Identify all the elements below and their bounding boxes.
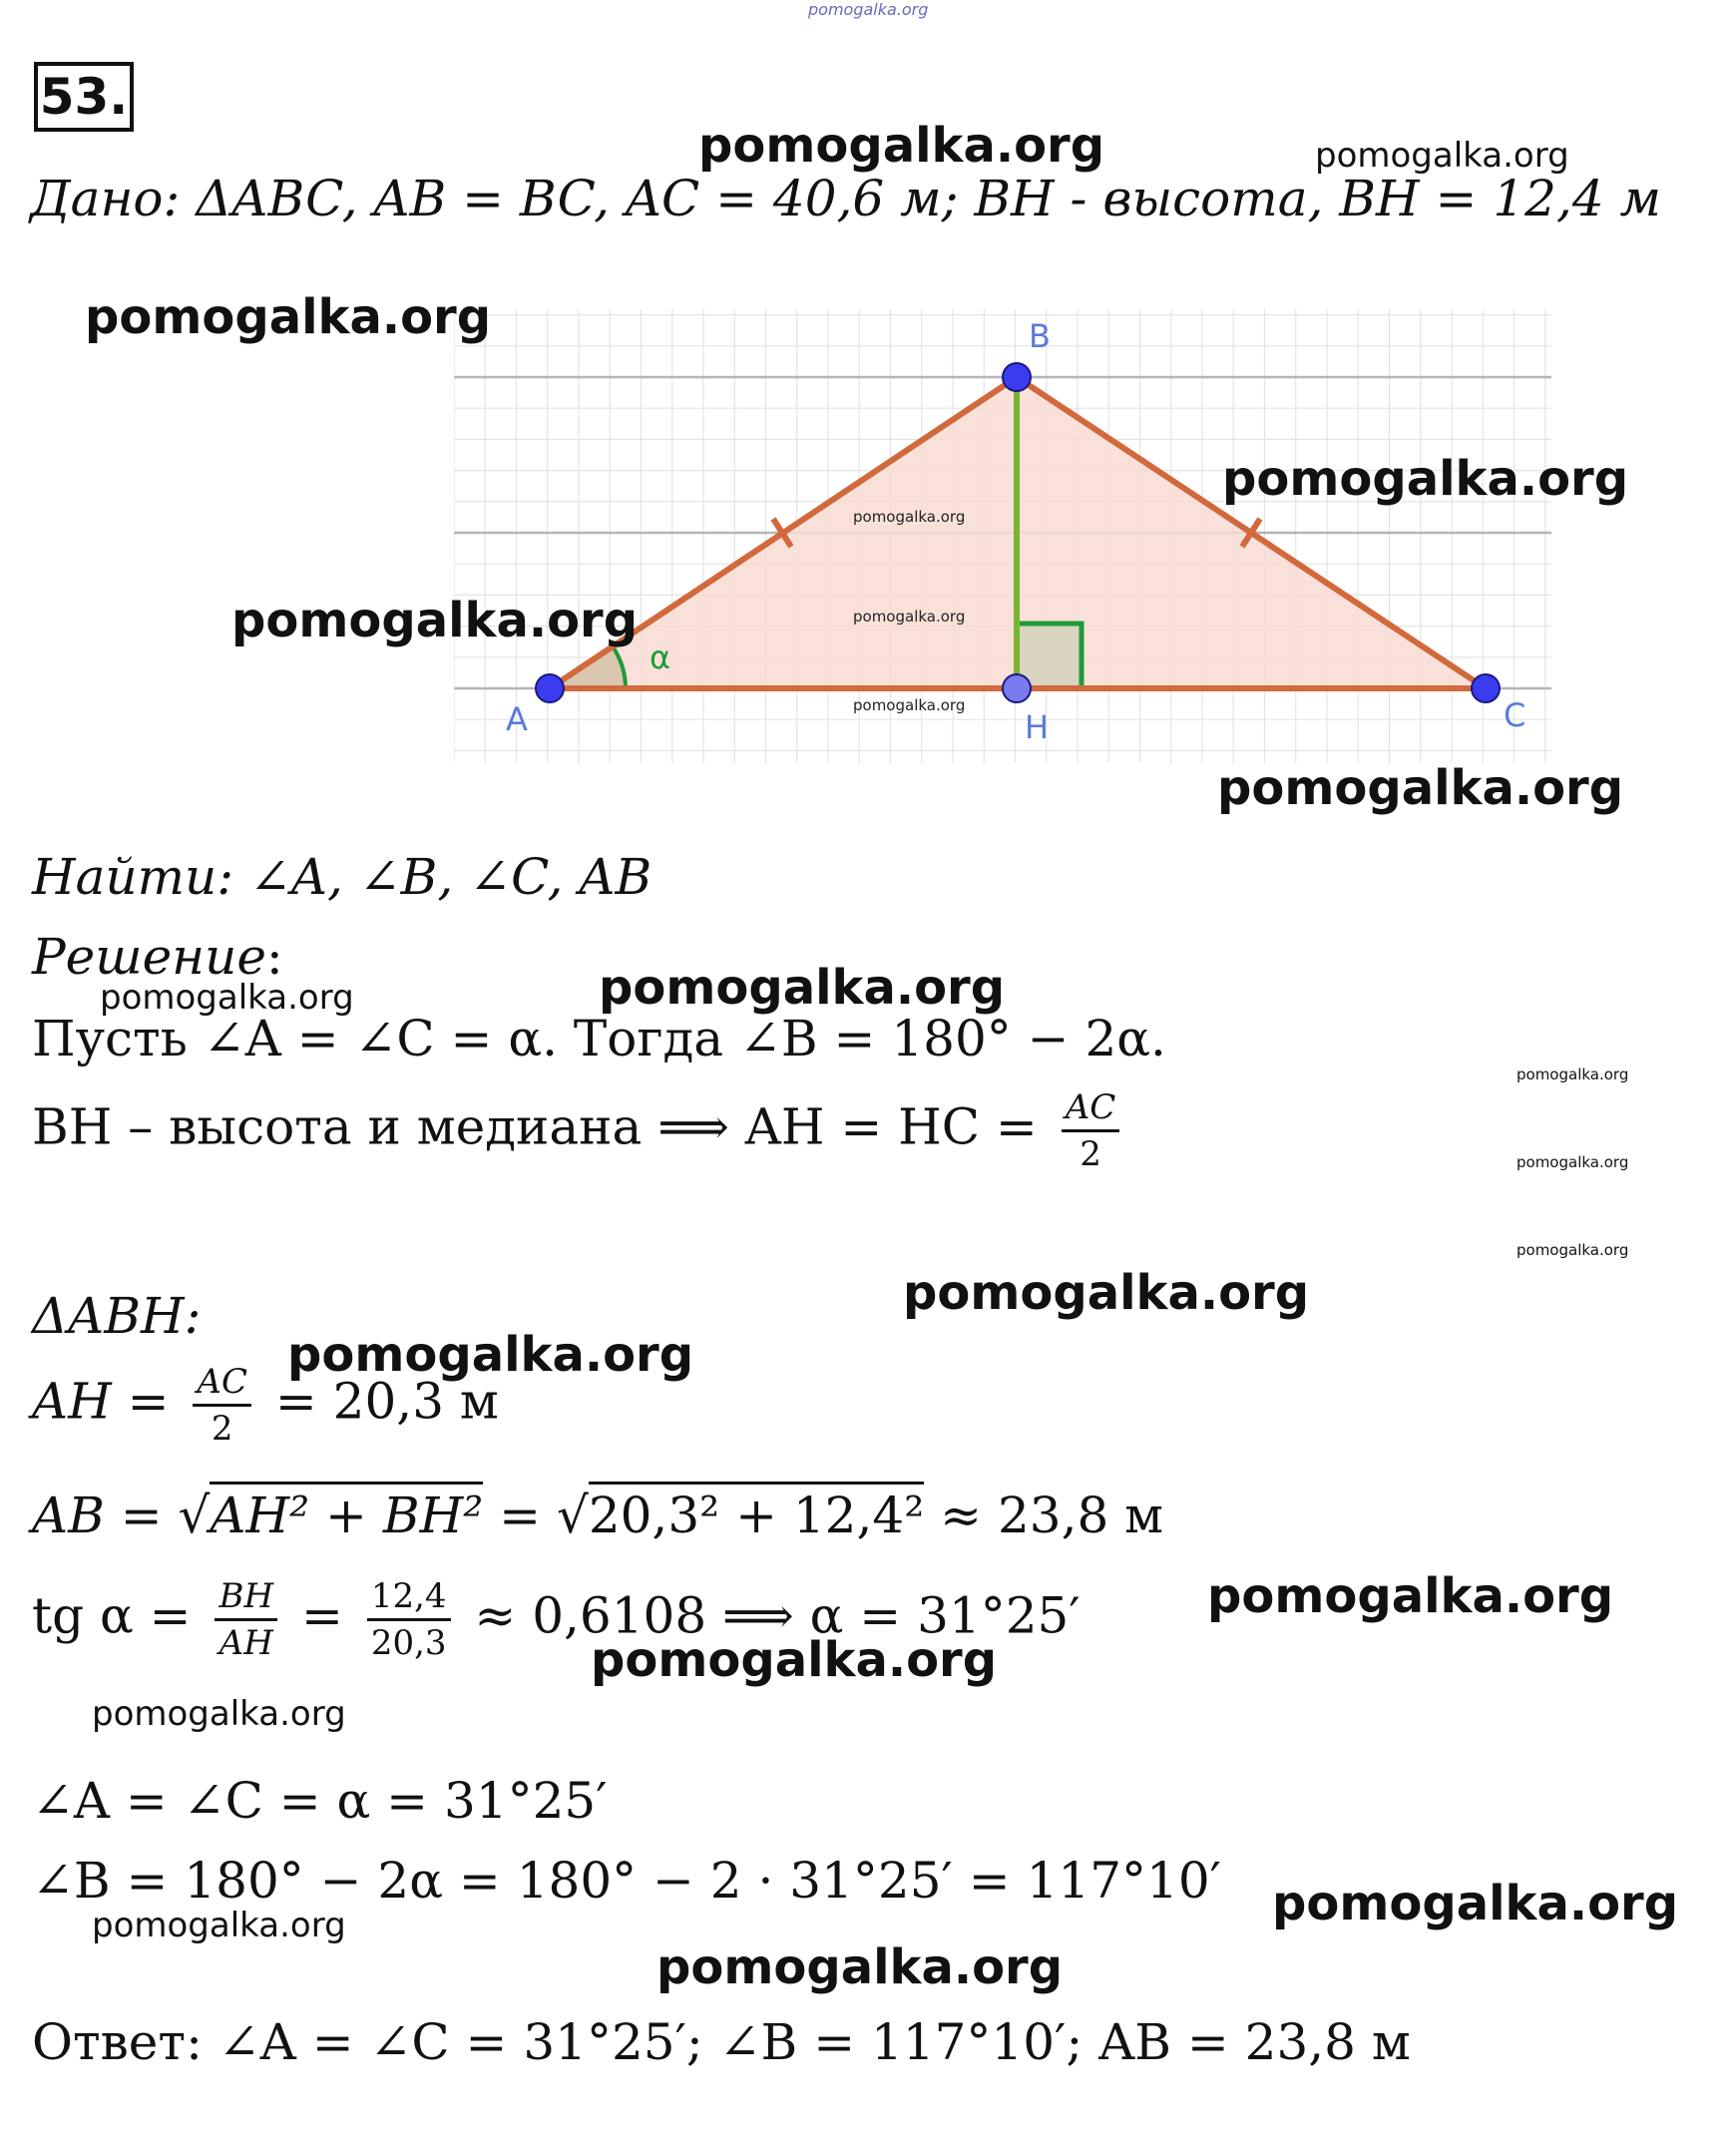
answer-line [32, 2013, 1411, 2071]
watermark-top: pomogalka.org [808, 0, 929, 19]
answer-text: : ∠A = ∠C = 31°25′; ∠B = 117°10′; AB = 23,8 м [186, 2013, 1411, 2071]
solution-line-2 [32, 1087, 1127, 1174]
ab-eq: = [499, 1487, 542, 1544]
triangle-figure [454, 309, 1571, 768]
ah-right: = 20,3 м [274, 1372, 499, 1431]
solution-label: Решение [32, 928, 266, 986]
watermark: pomogalka.org [1517, 1153, 1629, 1171]
tg-frac1-top: BH [215, 1576, 277, 1621]
find-label: Найти [32, 848, 217, 906]
watermark: pomogalka.org [1222, 451, 1629, 507]
watermark: pomogalka.org [1517, 1241, 1629, 1259]
watermark: pomogalka.org [853, 696, 966, 714]
label-a: A [506, 700, 528, 738]
watermark: pomogalka.org [100, 978, 354, 1018]
watermark: pomogalka.org [1315, 136, 1569, 176]
watermark: pomogalka.org [853, 608, 966, 626]
angle-b-line: ∠B = 180° − 2α = 180° − 2 · 31°25′ = 117°10′ [32, 1852, 1221, 1910]
ah-frac-top: AC [193, 1362, 251, 1407]
watermark: pomogalka.org [903, 1265, 1310, 1321]
watermark: pomogalka.org [1517, 1066, 1629, 1083]
watermark: pomogalka.org [92, 1906, 346, 1945]
ab-right: ≈ 23,8 м [940, 1487, 1164, 1544]
ab-sqrt-1: AH² + BH² [210, 1482, 483, 1544]
median-text: BH – высота и медиана ⟹ AH = HC = [32, 1097, 1038, 1156]
watermark: pomogalka.org [231, 593, 639, 648]
tg-left: tg α = [32, 1586, 192, 1645]
solution-colon: : [265, 928, 283, 986]
ab-sqrt-2: 20,3² + 12,4² [589, 1482, 924, 1544]
tg-frac2-top: 12,4 [367, 1576, 451, 1621]
angles-ac-line: ∠A = ∠C = α = 31°25′ [32, 1772, 608, 1830]
ah-frac-bot: 2 [211, 1409, 233, 1449]
watermark: pomogalka.org [1217, 760, 1624, 816]
watermark: pomogalka.org [287, 1327, 694, 1383]
point-h [1003, 674, 1031, 702]
tg-right: ≈ 0,6108 ⟹ α = 31°25′ [474, 1586, 1081, 1645]
watermark: pomogalka.org [92, 1694, 346, 1734]
watermark: pomogalka.org [85, 289, 492, 345]
label-c: C [1504, 696, 1526, 734]
label-alpha: α [650, 639, 671, 676]
given-label: Дано [30, 170, 164, 227]
ab-line: AB = √AH² + BH² = √20,3² + 12,4² ≈ 23,8 м [32, 1487, 1163, 1544]
point-c [1472, 674, 1500, 702]
point-b [1003, 363, 1031, 391]
given-text: : ΔABC, AB = BC, AC = 40,6 м; BH - высота, BH = 12,4 м [163, 170, 1661, 227]
given-line [30, 170, 1661, 227]
ab-left: AB = [32, 1487, 163, 1544]
tg-eq: = [301, 1586, 343, 1645]
point-a [536, 674, 564, 702]
label-h: H [1025, 708, 1050, 746]
watermark: pomogalka.org [698, 118, 1105, 174]
watermark: pomogalka.org [656, 1939, 1064, 1995]
tg-frac2-bot: 20,3 [370, 1623, 447, 1663]
find-text: : ∠A, ∠B, ∠C, AB [217, 848, 652, 906]
watermark: pomogalka.org [599, 960, 1006, 1016]
ah-left: AH = [32, 1372, 170, 1431]
answer-label: Ответ [32, 2013, 187, 2071]
watermark: pomogalka.org [853, 508, 966, 526]
frac-ac: AC [1062, 1087, 1120, 1132]
tg-frac1-bot: AH [218, 1623, 273, 1663]
ah-line [32, 1362, 499, 1449]
watermark: pomogalka.org [591, 1632, 998, 1688]
frac-2: 2 [1080, 1134, 1101, 1174]
watermark: pomogalka.org [1207, 1568, 1614, 1624]
triangle-abh-heading: ΔABH: [32, 1287, 202, 1345]
watermark: pomogalka.org [1272, 1876, 1679, 1931]
find-line [32, 848, 651, 906]
solution-line-1: Пусть ∠A = ∠C = α. Тогда ∠B = 180° − 2α. [32, 1010, 1166, 1068]
problem-number: 53. [34, 62, 134, 132]
label-b: B [1029, 317, 1051, 355]
